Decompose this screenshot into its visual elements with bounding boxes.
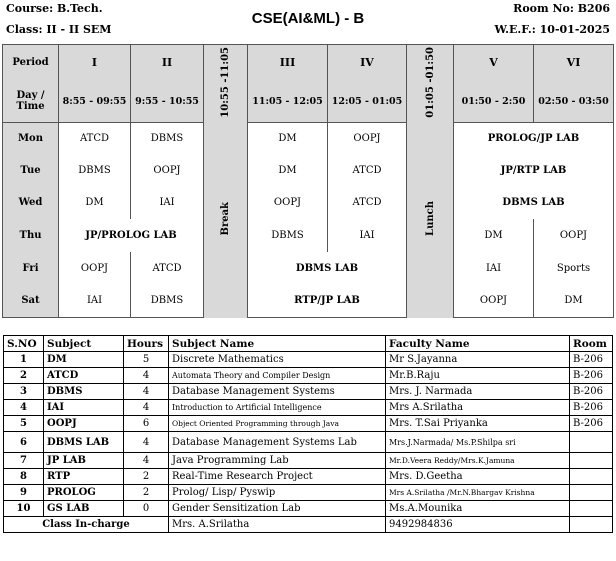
subject-cell: PROLOG bbox=[44, 485, 124, 501]
slot-cell: OOPJ bbox=[248, 187, 328, 219]
slot-cell: OOPJ bbox=[328, 123, 407, 155]
faculty-cell: Mrs. J. Narmada bbox=[386, 384, 570, 400]
sno-cell: 6 bbox=[4, 432, 44, 453]
table-row bbox=[4, 485, 613, 501]
room-cell: B-206 bbox=[570, 368, 613, 384]
table-row bbox=[4, 432, 613, 453]
faculty-cell: Mrs A.Srilatha bbox=[386, 400, 570, 416]
faculty-cell: Mr S.Jayanna bbox=[386, 352, 570, 368]
lunch-label: Lunch bbox=[424, 201, 436, 236]
subject-cell: ATCD bbox=[44, 368, 124, 384]
day-sat: Sat bbox=[3, 285, 59, 318]
faculty-cell: Mrs A.Srilatha /Mr.N.Bhargav Krishna bbox=[386, 485, 570, 501]
table-row bbox=[4, 400, 613, 416]
sno-cell: 2 bbox=[4, 368, 44, 384]
break-time: 10:55 -11:05 bbox=[220, 46, 231, 118]
slot-cell: DBMS bbox=[248, 219, 328, 252]
hours-cell: 6 bbox=[124, 416, 169, 432]
sno-header: S.NO bbox=[4, 336, 44, 352]
class-label: Class: II - II SEM bbox=[6, 23, 112, 36]
slot-cell: IAI bbox=[454, 252, 534, 285]
sno-cell: 4 bbox=[4, 400, 44, 416]
table-row bbox=[4, 352, 613, 368]
incharge-row bbox=[4, 517, 613, 533]
lab-slot-cell: JP/RTP LAB bbox=[454, 155, 614, 187]
subject-name-cell: Real-Time Research Project bbox=[169, 469, 386, 485]
period-header: Period bbox=[3, 45, 59, 81]
room-cell: B-206 bbox=[570, 352, 613, 368]
period-3-header: III bbox=[248, 45, 328, 81]
lunch-time: 01:05 -01:50 bbox=[424, 46, 436, 118]
subject-cell: OOPJ bbox=[44, 416, 124, 432]
lab-slot-cell: PROLOG/JP LAB bbox=[454, 123, 614, 155]
subject-name-cell: Prolog/ Lisp/ Pyswip bbox=[169, 485, 386, 501]
day-thu: Thu bbox=[3, 219, 59, 252]
slot-cell: DBMS bbox=[59, 155, 131, 187]
subject-cell: RTP bbox=[44, 469, 124, 485]
page-title: CSE(AI&ML) - B bbox=[251, 10, 365, 27]
room-cell: B-206 bbox=[570, 384, 613, 400]
room-header: Room bbox=[570, 336, 613, 352]
faculty-cell: Ms.A.Mounika bbox=[386, 501, 570, 517]
wef-label: W.E.F.: 10-01-2025 bbox=[494, 23, 610, 36]
timetable bbox=[2, 44, 614, 318]
sno-cell: 8 bbox=[4, 469, 44, 485]
slot-cell: IAI bbox=[59, 285, 131, 318]
slot-cell: OOPJ bbox=[59, 252, 131, 285]
subject-name-header: Subject Name bbox=[169, 336, 386, 352]
subject-name-cell: Discrete Mathematics bbox=[169, 352, 386, 368]
hours-cell: 2 bbox=[124, 485, 169, 501]
period-4-header: IV bbox=[328, 45, 407, 81]
slot-cell: OOPJ bbox=[454, 285, 534, 318]
room-cell bbox=[570, 485, 613, 501]
incharge-label: Class In-charge bbox=[4, 517, 169, 533]
incharge-name: Mrs. A.Srilatha bbox=[169, 517, 386, 533]
time-2: 9:55 - 10:55 bbox=[131, 81, 204, 123]
lunch-time-cell bbox=[407, 45, 454, 123]
subject-name-cell: Gender Sensitization Lab bbox=[169, 501, 386, 517]
lab-slot-cell: DBMS LAB bbox=[454, 187, 614, 219]
room-cell bbox=[570, 453, 613, 469]
slot-cell: DM bbox=[248, 123, 328, 155]
daytime-header: Day / Time bbox=[3, 81, 59, 123]
table-row bbox=[4, 453, 613, 469]
slot-cell: ATCD bbox=[131, 252, 204, 285]
subject-name-cell: Object Oriented Programming through Java bbox=[169, 416, 386, 432]
slot-cell: ATCD bbox=[59, 123, 131, 155]
time-4: 12:05 - 01:05 bbox=[328, 81, 407, 123]
slot-cell: Sports bbox=[534, 252, 614, 285]
slot-cell: DBMS bbox=[131, 123, 204, 155]
hours-cell: 4 bbox=[124, 384, 169, 400]
subject-name-cell: Introduction to Artificial Intelligence bbox=[169, 400, 386, 416]
hours-header: Hours bbox=[124, 336, 169, 352]
subject-cell: GS LAB bbox=[44, 501, 124, 517]
break-time-cell bbox=[204, 45, 248, 123]
period-2-header: II bbox=[131, 45, 204, 81]
hours-cell: 4 bbox=[124, 400, 169, 416]
day-wed: Wed bbox=[3, 187, 59, 219]
faculty-cell: Mrs. D.Geetha bbox=[386, 469, 570, 485]
sno-cell: 7 bbox=[4, 453, 44, 469]
lab-slot-cell: DBMS LAB bbox=[248, 252, 407, 285]
subject-name-cell: Automata Theory and Compiler Design bbox=[169, 368, 386, 384]
subject-header: Subject bbox=[44, 336, 124, 352]
time-6: 02:50 - 03:50 bbox=[534, 81, 614, 123]
slot-cell: ATCD bbox=[328, 187, 407, 219]
hours-cell: 5 bbox=[124, 352, 169, 368]
subject-cell: DBMS LAB bbox=[44, 432, 124, 453]
faculty-cell: Mrs.J.Narmada/ Ms.P.Shilpa sri bbox=[386, 432, 570, 453]
subject-cell: JP LAB bbox=[44, 453, 124, 469]
subject-cell: DBMS bbox=[44, 384, 124, 400]
subject-name-cell: Java Programming Lab bbox=[169, 453, 386, 469]
hours-cell: 4 bbox=[124, 368, 169, 384]
time-1: 8:55 - 09:55 bbox=[59, 81, 131, 123]
hours-cell: 4 bbox=[124, 453, 169, 469]
subject-name-cell: Database Management Systems bbox=[169, 384, 386, 400]
slot-cell: ATCD bbox=[328, 155, 407, 187]
subject-table bbox=[3, 335, 613, 533]
incharge-phone: 9492984836 bbox=[386, 517, 570, 533]
slot-cell: DM bbox=[248, 155, 328, 187]
subject-name-cell: Database Management Systems Lab bbox=[169, 432, 386, 453]
day-fri: Fri bbox=[3, 252, 59, 285]
slot-cell: OOPJ bbox=[534, 219, 614, 252]
faculty-header: Faculty Name bbox=[386, 336, 570, 352]
slot-cell: DM bbox=[454, 219, 534, 252]
course-label: Course: B.Tech. bbox=[6, 2, 103, 15]
lab-slot-cell: JP/PROLOG LAB bbox=[59, 219, 204, 252]
table-row bbox=[4, 416, 613, 432]
time-3: 11:05 - 12:05 bbox=[248, 81, 328, 123]
faculty-cell: Mr.D.Veera Reddy/Mrs.K.Jamuna bbox=[386, 453, 570, 469]
period-1-header: I bbox=[59, 45, 131, 81]
day-mon: Mon bbox=[3, 123, 59, 155]
slot-cell: OOPJ bbox=[131, 155, 204, 187]
period-6-header: VI bbox=[534, 45, 614, 81]
sno-cell: 3 bbox=[4, 384, 44, 400]
incharge-empty bbox=[570, 517, 613, 533]
table-row bbox=[4, 469, 613, 485]
room-cell: B-206 bbox=[570, 416, 613, 432]
slot-cell: IAI bbox=[328, 219, 407, 252]
sno-cell: 1 bbox=[4, 352, 44, 368]
hours-cell: 4 bbox=[124, 432, 169, 453]
room-label: Room No: B206 bbox=[513, 2, 610, 15]
slot-cell: DM bbox=[59, 187, 131, 219]
break-label: Break bbox=[220, 201, 231, 236]
table-row bbox=[4, 384, 613, 400]
faculty-cell: Mr.B.Raju bbox=[386, 368, 570, 384]
sno-cell: 5 bbox=[4, 416, 44, 432]
subject-cell: DM bbox=[44, 352, 124, 368]
room-cell bbox=[570, 469, 613, 485]
lab-slot-cell: RTP/JP LAB bbox=[248, 285, 407, 318]
slot-cell: DBMS bbox=[131, 285, 204, 318]
table-row bbox=[4, 368, 613, 384]
slot-cell: IAI bbox=[131, 187, 204, 219]
period-5-header: V bbox=[454, 45, 534, 81]
lunch-column bbox=[407, 123, 454, 318]
day-tue: Tue bbox=[3, 155, 59, 187]
hours-cell: 2 bbox=[124, 469, 169, 485]
room-cell bbox=[570, 432, 613, 453]
time-5: 01:50 - 2:50 bbox=[454, 81, 534, 123]
room-cell: B-206 bbox=[570, 400, 613, 416]
slot-cell: DM bbox=[534, 285, 614, 318]
sno-cell: 9 bbox=[4, 485, 44, 501]
room-cell bbox=[570, 501, 613, 517]
hours-cell: 0 bbox=[124, 501, 169, 517]
subject-cell: IAI bbox=[44, 400, 124, 416]
break-column bbox=[204, 123, 248, 318]
faculty-cell: Mrs. T.Sai Priyanka bbox=[386, 416, 570, 432]
sno-cell: 10 bbox=[4, 501, 44, 517]
table-row bbox=[4, 501, 613, 517]
